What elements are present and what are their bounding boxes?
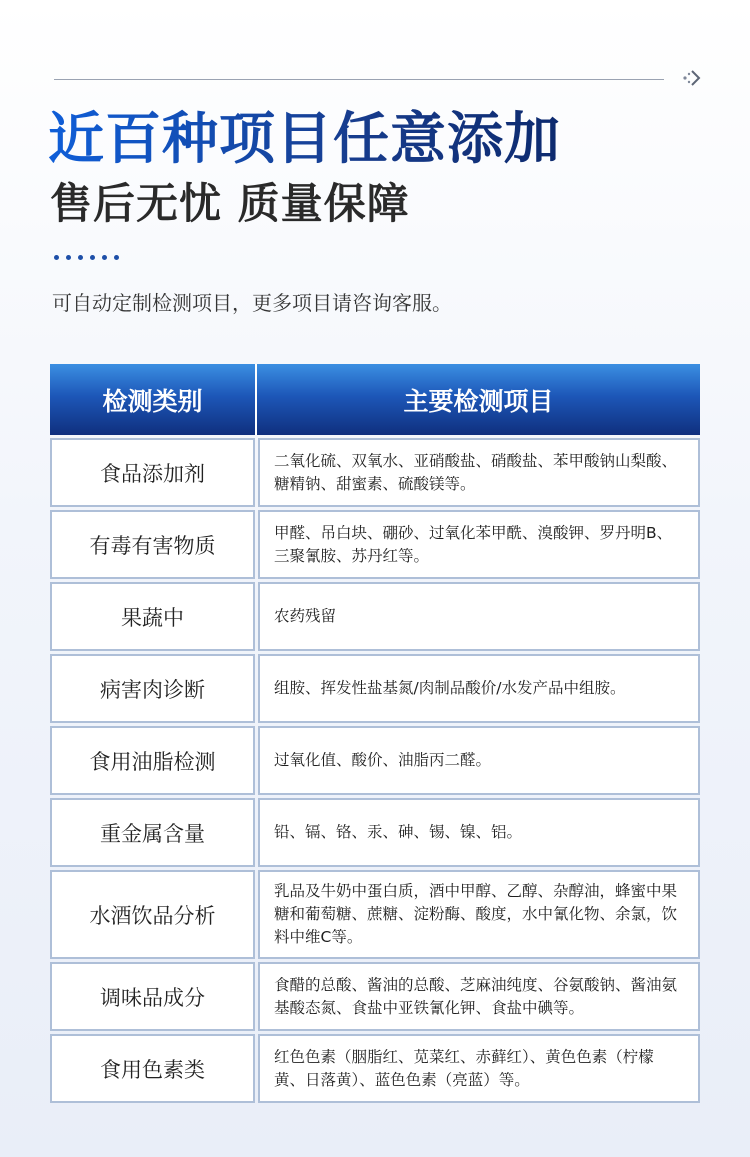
category-cell: 病害肉诊断 xyxy=(50,654,255,723)
table-row xyxy=(50,654,700,723)
table-header xyxy=(50,364,700,435)
items-cell: 红色色素（胭脂红、苋菜红、赤藓红）、黄色色素（柠檬黄、日落黄）、蓝色色素（亮蓝）等。 xyxy=(258,1034,700,1103)
header-items: 主要检测项目 xyxy=(403,386,554,416)
table-row xyxy=(50,726,700,795)
description: 可自动定制检测项目，更多项目请咨询客服。 xyxy=(52,291,452,315)
items-cell: 二氧化硫、双氧水、亚硝酸盐、硝酸盐、苯甲酸钠山梨酸、糖精钠、甜蜜素、硫酸镁等。 xyxy=(258,438,700,507)
table-row xyxy=(50,870,700,959)
table-row xyxy=(50,438,700,507)
items-cell: 农药残留 xyxy=(258,582,700,651)
table-row xyxy=(50,962,700,1031)
detection-table xyxy=(50,364,700,1103)
category-cell: 食品添加剂 xyxy=(50,438,255,507)
category-cell: 食用色素类 xyxy=(50,1034,255,1103)
items-cell: 食醋的总酸、酱油的总酸、芝麻油纯度、谷氨酸钠、酱油氨基酸态氮、食盐中亚铁氰化钾、食盐中碘等。 xyxy=(258,962,700,1031)
headline: 近百种项目任意添加 xyxy=(48,106,561,172)
header-category: 检测类别 xyxy=(50,364,257,435)
category-cell: 调味品成分 xyxy=(50,962,255,1031)
table-row xyxy=(50,1034,700,1103)
table-row xyxy=(50,582,700,651)
items-cell: 组胺、挥发性盐基氮/肉制品酸价/水发产品中组胺。 xyxy=(258,654,700,723)
table-row xyxy=(50,510,700,579)
category-cell: 水酒饮品分析 xyxy=(50,870,255,959)
top-divider xyxy=(54,79,664,80)
items-cell: 过氧化值、酸价、油脂丙二醛。 xyxy=(258,726,700,795)
items-cell: 甲醛、吊白块、硼砂、过氧化苯甲酰、溴酸钾、罗丹明B、三聚氰胺、苏丹红等。 xyxy=(258,510,700,579)
category-cell: 果蔬中 xyxy=(50,582,255,651)
category-cell: 食用油脂检测 xyxy=(50,726,255,795)
chevron-right-icon xyxy=(680,66,704,90)
items-cell: 铅、镉、铬、汞、砷、锡、镍、铝。 xyxy=(258,798,700,867)
subheadline: 售后无忧 质量保障 xyxy=(50,179,410,228)
items-cell: 乳品及牛奶中蛋白质，酒中甲醇、乙醇、杂醇油，蜂蜜中果糖和葡萄糖、蔗糖、淀粉酶、酸度，水中氰化物、余氯，饮料中维C等。 xyxy=(258,870,700,959)
table-row xyxy=(50,798,700,867)
category-cell: 重金属含量 xyxy=(50,798,255,867)
decorative-dots xyxy=(54,255,119,260)
category-cell: 有毒有害物质 xyxy=(50,510,255,579)
